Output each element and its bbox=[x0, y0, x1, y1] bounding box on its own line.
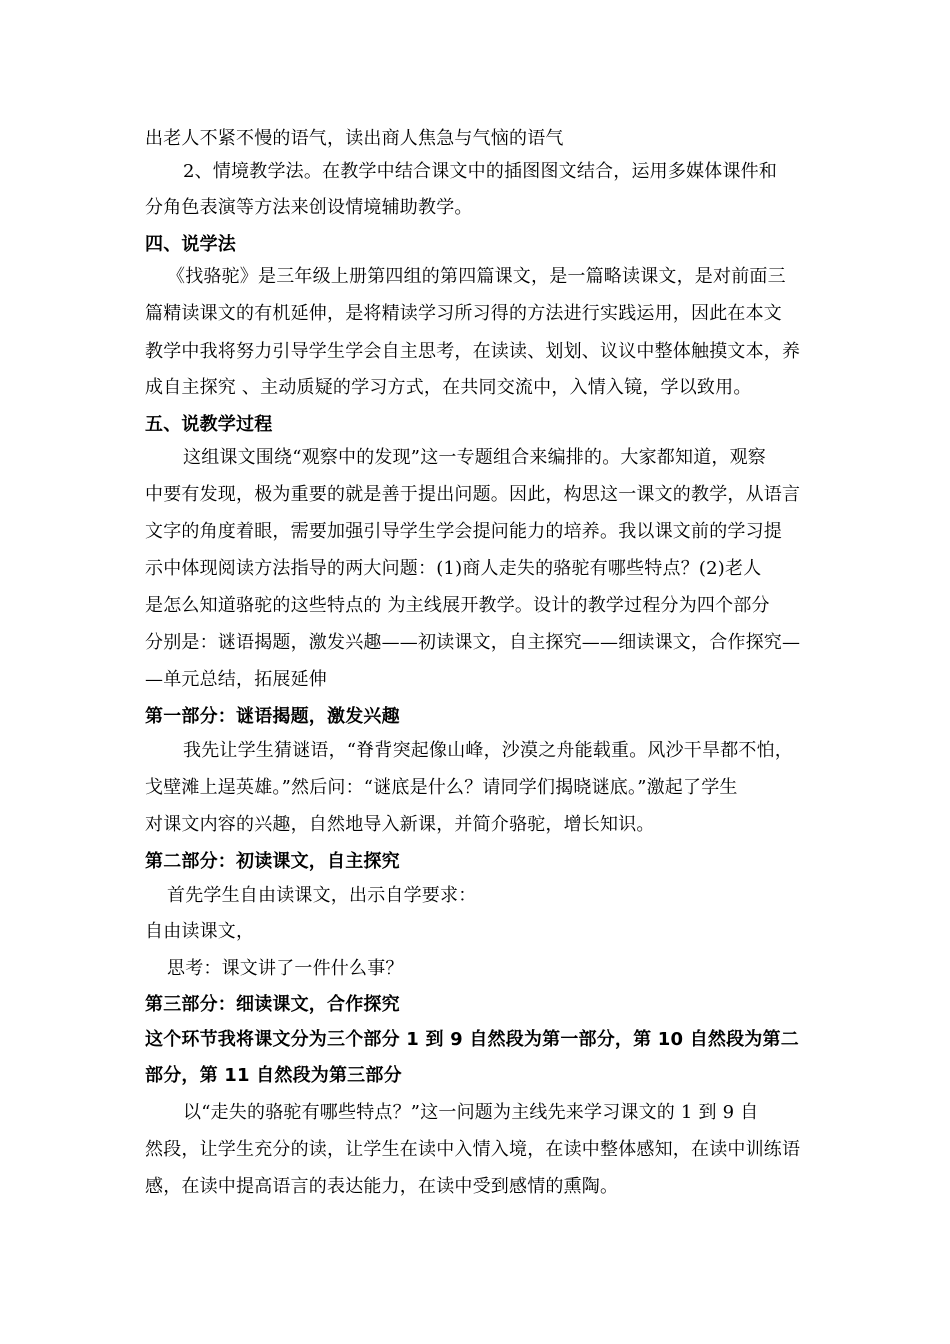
body-text-line: 戈壁滩上逞英雄。”然后问：“谜底是什么？请同学们揭晓谜底。”激起了学生 bbox=[145, 777, 738, 798]
body-text-line: 对课文内容的兴趣，自然地导入新课，并简介骆驼，增长知识。 bbox=[145, 814, 655, 835]
part-heading: 第二部分：初读课文，自主探究 bbox=[145, 851, 400, 872]
body-text-line: 然段，让学生充分的读，让学生在读中入情入境，在读中整体感知，在读中训练语 bbox=[145, 1139, 801, 1160]
body-text-line: 以“走失的骆驼有哪些特点？”这一问题为主线先来学习课文的 1 到 9 自 bbox=[183, 1102, 759, 1123]
body-text-line: 分别是：谜语揭题，激发兴趣——初读课文，自主探究——细读课文，合作探究— bbox=[145, 632, 801, 653]
body-text-line: 成自主探究 、主动质疑的学习方式，在共同交流中，入情入镜，学以致用。 bbox=[145, 377, 752, 398]
body-text-line: 2、情境教学法。在教学中结合课文中的插图图文结合，运用多媒体课件和 bbox=[183, 161, 778, 182]
body-text-line: 思考：课文讲了一件什么事？ bbox=[167, 958, 404, 979]
part-heading: 第一部分：谜语揭题，激发兴趣 bbox=[145, 706, 400, 727]
body-text-line: 文字的角度着眼，需要加强引导学生学会提问能力的培养。我以课文前的学习提 bbox=[145, 521, 782, 542]
body-text-line: 自由读课文， bbox=[145, 921, 255, 942]
body-text-line: 中要有发现，极为重要的就是善于提出问题。因此，构思这一课文的教学，从语言 bbox=[145, 484, 801, 505]
body-text-line: 我先让学生猜谜语，“脊背突起像山峰，沙漠之舟能载重。风沙干旱都不怕， bbox=[183, 740, 793, 761]
section-heading: 四、说学法 bbox=[145, 234, 236, 255]
body-text-line: 教学中我将努力引导学生学会自主思考，在读读、划划、议议中整体触摸文本，养 bbox=[145, 341, 801, 362]
bold-text-line: 部分，第 11 自然段为第三部分 bbox=[145, 1065, 402, 1086]
body-text-line: 是怎么知道骆驼的这些特点的 为主线展开教学。设计的教学过程分为四个部分 bbox=[145, 595, 770, 616]
body-text-line: 首先学生自由读课文，出示自学要求： bbox=[167, 885, 477, 906]
body-text-line: 分角色表演等方法来创设情境辅助教学。 bbox=[145, 197, 473, 218]
body-text-line: 示中体现阅读方法指导的两大问题：(1)商人走失的骆驼有哪些特点？(2)老人 bbox=[145, 558, 762, 579]
part-heading: 第三部分：细读课文，合作探究 bbox=[145, 994, 400, 1015]
body-text-line: 出老人不紧不慢的语气，读出商人焦急与气恼的语气 bbox=[145, 128, 564, 149]
body-text-line: 感，在读中提高语言的表达能力，在读中受到感情的熏陶。 bbox=[145, 1176, 619, 1197]
body-text-line: 《找骆驼》是三年级上册第四组的第四篇课文，是一篇略读课文，是对前面三 bbox=[167, 266, 786, 287]
section-heading: 五、说教学过程 bbox=[145, 414, 273, 435]
bold-text-line: 这个环节我将课文分为三个部分 1 到 9 自然段为第一部分，第 10 自然段为第二 bbox=[145, 1029, 799, 1050]
body-text-line: 这组课文围绕“观察中的发现”这一专题组合来编排的。大家都知道，观察 bbox=[183, 447, 767, 468]
body-text-line: —单元总结，拓展延伸 bbox=[145, 669, 327, 690]
body-text-line: 篇精读课文的有机延伸，是将精读学习所习得的方法进行实践运用，因此在本文 bbox=[145, 303, 782, 324]
